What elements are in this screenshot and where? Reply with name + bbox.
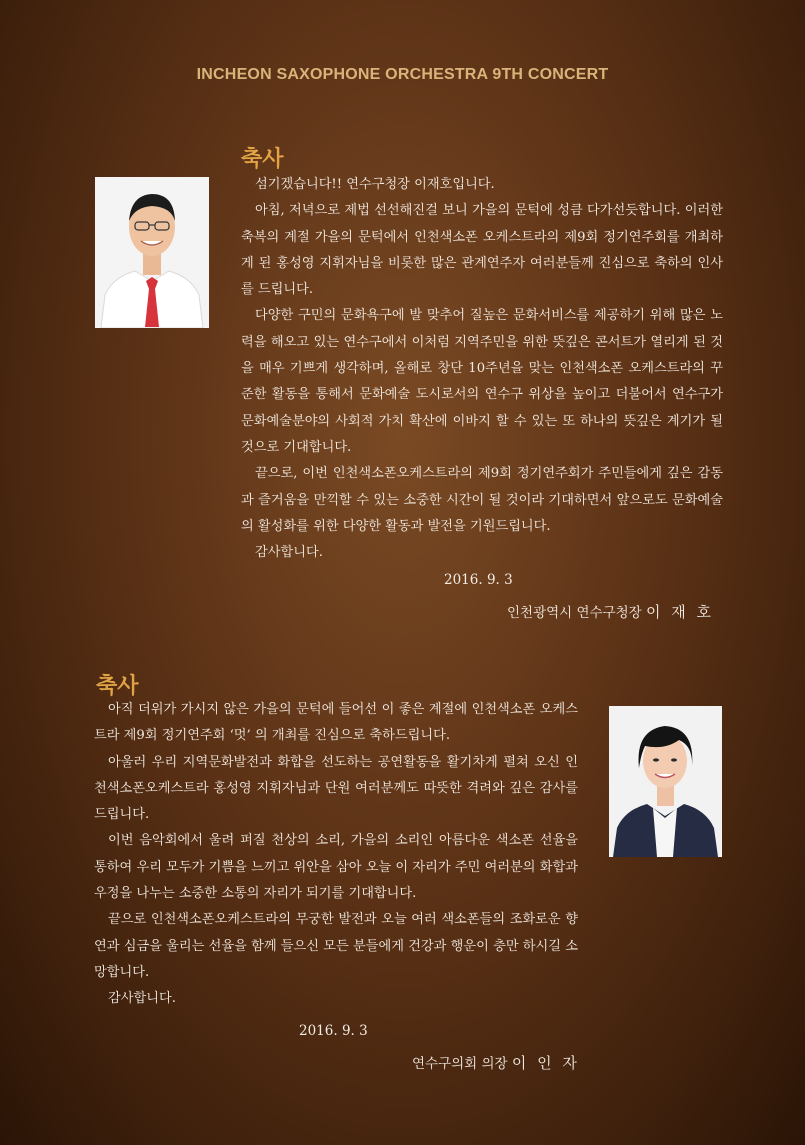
section2-paragraph: 감사합니다. xyxy=(108,991,176,1007)
section2-signature-title: 연수구의회 의장 xyxy=(412,1056,508,1072)
section1-paragraph: 끝으로, 이번 인천색소폰오케스트라의 제9회 정기연주회가 주민들에게 깊은 감동과 즐거움을 만끽할 수 있는 소중한 시간이 될 것이라 기대하면서 앞으로도 문화예술의 활성화를 위한 다양한 활동과 발전을 기원드립니다. xyxy=(241,466,723,534)
section1-paragraph: 다양한 구민의 문화욕구에 발 맞추어 질높은 문화서비스를 제공하기 위해 많은 노력을 해오고 있는 연수구에서 이처럼 지역주민을 위한 뜻깊은 콘서트가 열리게 된 것을 매우 기쁘게 생각하며, 올해로 창단 10주년을 맞는 인천색소폰 오케스트라의 꾸준한 활동을 통해서 문화예술 도시로서의 연수구 위상을 높이고 더불어서 연수구가 문화예술분야의 사회적 가치 확산에 이바지 할 수 있는 또 하나의 뜻깊은 계기가 될 것으로 기대합니다. xyxy=(241,308,723,455)
portrait-man-icon xyxy=(95,177,209,328)
section2-date: 2016. 9. 3 xyxy=(299,1023,368,1039)
section1-heading: 축사 xyxy=(241,147,284,172)
section1-signature-title: 인천광역시 연수구청장 xyxy=(507,605,642,621)
section2-heading: 축사 xyxy=(96,674,139,699)
section2-body xyxy=(94,697,578,1013)
section2-paragraph: 끝으로 인천색소폰오케스트라의 무궁한 발전과 오늘 여러 색소폰들의 조화로운 향연과 심금을 울리는 선율을 함께 들으신 모든 분들에게 건강과 행운이 충만 하시길 소망합니다. xyxy=(94,912,578,980)
section2-signature xyxy=(412,1052,580,1073)
section1-signature xyxy=(507,601,714,622)
section1-paragraph: 아침, 저녁으로 제법 선선해진걸 보니 가을의 문턱에 성큼 다가선듯합니다. 이러한 축복의 계절 가을의 문턱에서 인천색소폰 오케스트라의 제9회 정기연주회를 개최하게 된 홍성영 지휘자님을 비롯한 많은 관계연주자 여러분들께 진심으로 축하의 인사를 드립니다. xyxy=(241,203,723,298)
section2-paragraph: 아직 더위가 가시지 않은 가을의 문턱에 들어선 이 좋은 계절에 인천색소폰 오케스트라 제9회 정기연주회 ‘멋’ 의 개최를 진심으로 축하드립니다. xyxy=(94,702,578,744)
portrait-woman-icon xyxy=(609,706,722,857)
section1-paragraph: 섬기겠습니다!! 연수구청장 이재호입니다. xyxy=(255,177,495,192)
council-chair-photo xyxy=(609,706,722,857)
section1-body xyxy=(241,172,723,566)
section1-paragraph: 감사합니다. xyxy=(255,545,323,561)
section2-paragraph: 아울러 우리 지역문화발전과 화합을 선도하는 공연활동을 활기차게 펼쳐 오신 인천색소폰오케스트라 홍성영 지휘자님과 단원 여러분께도 따뜻한 격려와 깊은 감사를 드립니다. xyxy=(94,754,578,823)
section1-date: 2016. 9. 3 xyxy=(444,572,513,588)
mayor-photo xyxy=(95,177,209,328)
section2-signature-name: 이 인 자 xyxy=(511,1054,580,1072)
section1-signature-name: 이 재 호 xyxy=(646,603,715,621)
page-header-title: INCHEON SAXOPHONE ORCHESTRA 9TH CONCERT xyxy=(196,66,609,83)
section2-paragraph: 이번 음악회에서 울려 퍼질 천상의 소리, 가을의 소리인 아름다운 색소폰 선율을 통하여 우리 모두가 기쁨을 느끼고 위안을 삼아 오늘 이 자리가 주민 여러분의 화합과 우정을 나누는 소중한 소통의 자리가 되기를 기대합니다. xyxy=(94,833,578,902)
